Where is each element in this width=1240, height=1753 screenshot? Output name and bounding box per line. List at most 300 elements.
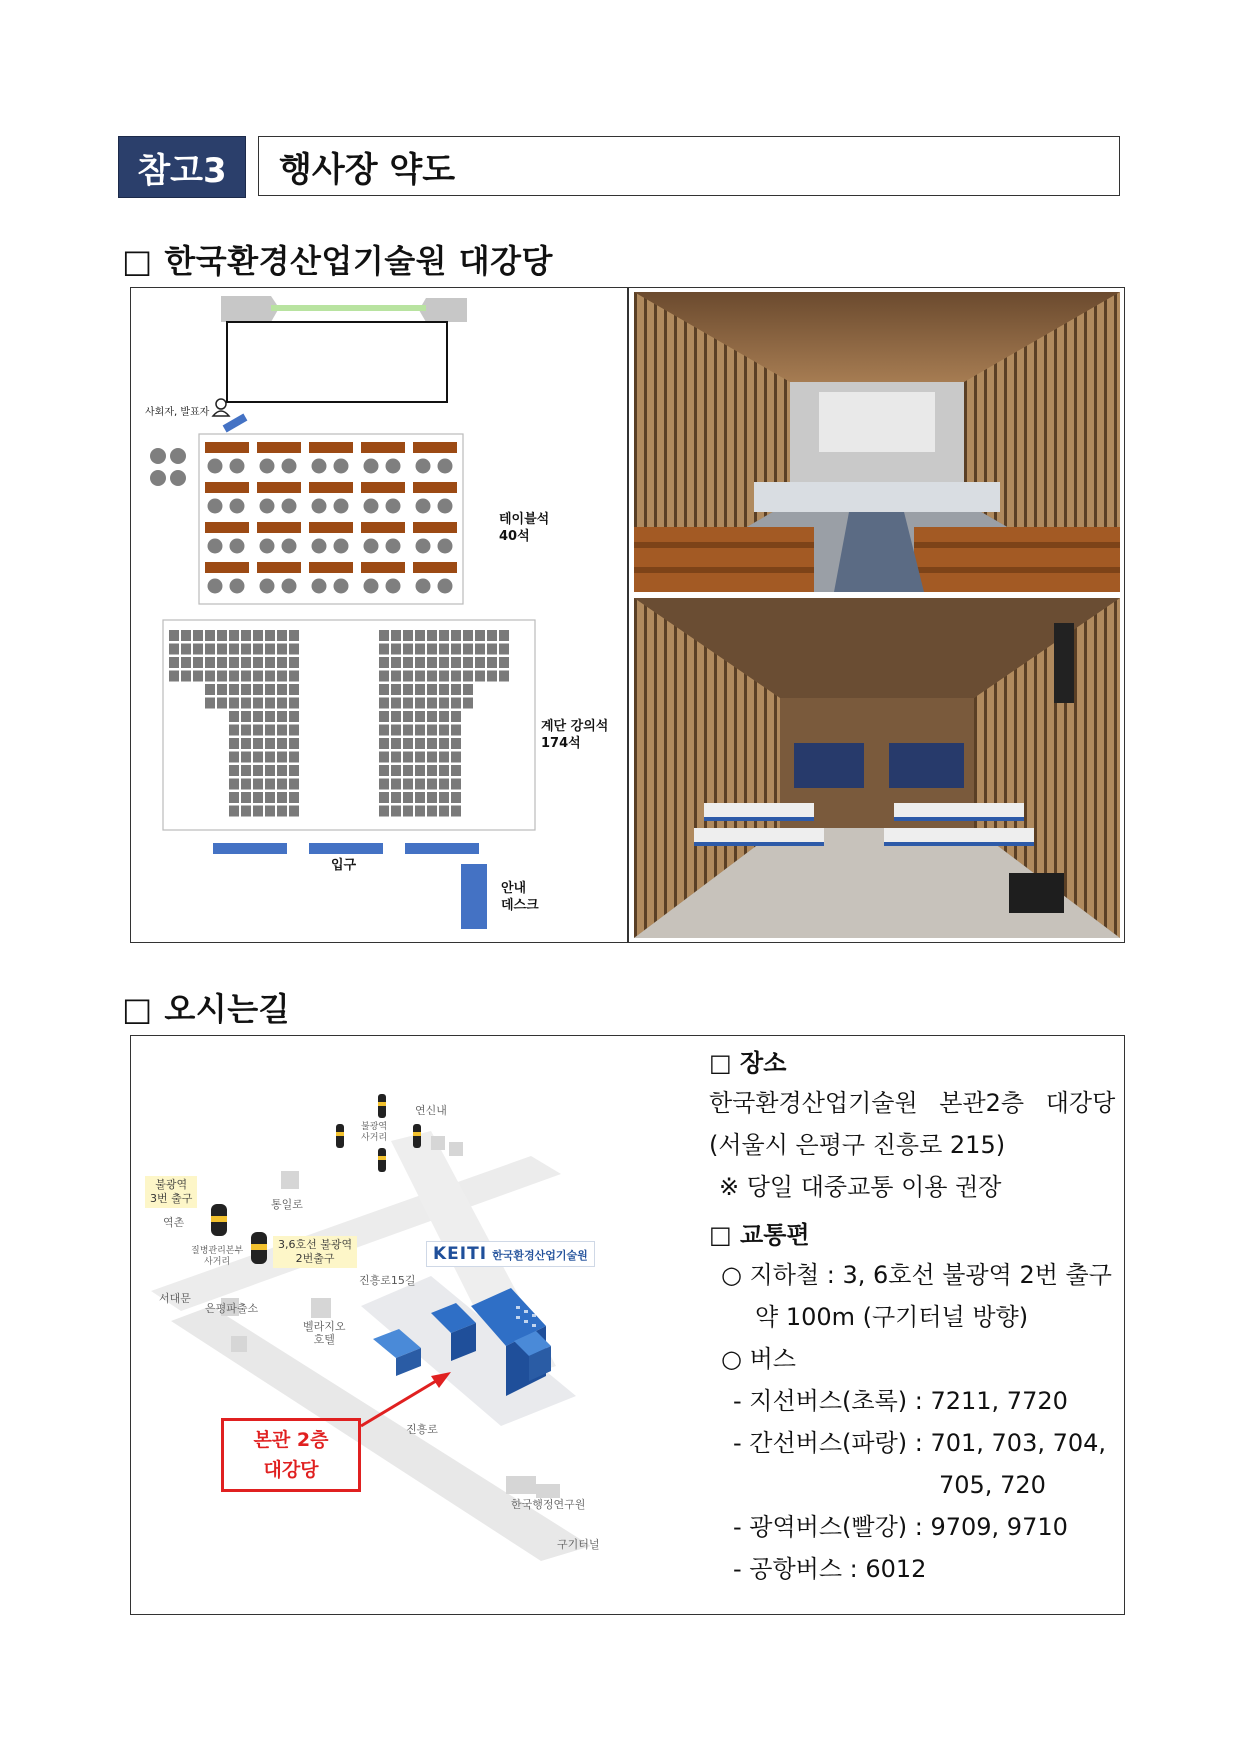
lecture-seat xyxy=(463,657,473,668)
lecture-seat xyxy=(169,657,179,668)
table xyxy=(413,522,457,533)
lecture-seat xyxy=(415,806,425,817)
table-chair xyxy=(260,499,275,514)
lecture-seat xyxy=(415,698,425,709)
lecture-seat xyxy=(253,630,263,641)
keiti-logo xyxy=(426,1241,595,1267)
lecture-seat xyxy=(439,765,449,776)
lecture-seat xyxy=(229,644,239,655)
table-chair xyxy=(230,499,245,514)
lecture-seat xyxy=(277,738,287,749)
lecture-seat xyxy=(181,671,191,682)
map-callout-exit2 xyxy=(273,1236,357,1268)
lecture-seat xyxy=(229,752,239,763)
bus-blue-1: - 간선버스(파랑) : 701, 703, 704, xyxy=(733,1429,1107,1457)
target-location-2: 대강당 xyxy=(263,1459,319,1481)
lecture-seat xyxy=(241,792,251,803)
table-chair xyxy=(438,459,453,474)
table-chair xyxy=(282,539,297,554)
lecture-seat xyxy=(475,644,485,655)
table xyxy=(309,562,353,573)
lecture-seat xyxy=(403,657,413,668)
lecture-seat xyxy=(229,698,239,709)
lecture-seat xyxy=(265,671,275,682)
page-title-text: 행사장 약도 xyxy=(279,149,456,190)
lecture-seat xyxy=(415,765,425,776)
lecture-seat xyxy=(289,792,299,803)
presenter-label: 사회자, 발표자 xyxy=(145,407,210,418)
lecture-seat xyxy=(391,698,401,709)
table xyxy=(361,442,405,453)
lecture-seat xyxy=(229,630,239,641)
lecture-seat xyxy=(439,725,449,736)
lecture-seat xyxy=(451,684,461,695)
table-seat-label xyxy=(499,511,549,545)
place-heading: □ 장소 xyxy=(709,1049,787,1077)
lecture-seat xyxy=(277,698,287,709)
lecture-seat xyxy=(253,779,263,790)
lecture-seat xyxy=(427,698,437,709)
map-label-yeonsinnae: 연신내 xyxy=(415,1104,447,1117)
lecture-seat xyxy=(439,657,449,668)
lecture-seat xyxy=(451,725,461,736)
lecture-seat xyxy=(451,792,461,803)
lecture-seat xyxy=(181,644,191,655)
bus-red: - 광역버스(빨강) : 9709, 9710 xyxy=(733,1513,1068,1541)
lecture-seat xyxy=(193,671,203,682)
lecture-seat xyxy=(439,752,449,763)
lecture-seat xyxy=(217,698,227,709)
lecture-seat xyxy=(277,684,287,695)
map-label-hotel-2: 호텔 xyxy=(313,1333,335,1346)
transit-heading: □ 교통편 xyxy=(709,1221,810,1249)
lecture-seat xyxy=(427,765,437,776)
entrance-bar xyxy=(309,843,383,854)
map-label-military-2: 사거리 xyxy=(204,1257,231,1267)
lecture-seat xyxy=(277,779,287,790)
lecture-seat xyxy=(379,792,389,803)
lecture-seat xyxy=(379,752,389,763)
lecture-seat xyxy=(415,752,425,763)
lecture-seat xyxy=(415,671,425,682)
lecture-seat xyxy=(217,671,227,682)
directions-heading: □ 오시는길 xyxy=(122,990,291,1028)
target-location-1: 본관 2층 xyxy=(253,1429,329,1451)
lecture-seat xyxy=(229,806,239,817)
table-chair xyxy=(260,539,275,554)
lecture-seat xyxy=(379,725,389,736)
subway-marker xyxy=(378,1148,386,1172)
lecture-seat xyxy=(427,711,437,722)
lecture-seat xyxy=(427,779,437,790)
lecture-seat xyxy=(289,725,299,736)
lecture-seat xyxy=(439,738,449,749)
map-callout-exit2-2: 2번출구 xyxy=(295,1252,335,1265)
place-line-2: (서울시 은평구 진흥로 215) xyxy=(709,1131,1006,1159)
lecture-seat xyxy=(403,711,413,722)
lecture-seat xyxy=(241,806,251,817)
map-label-hotel-1: 벨라지오 xyxy=(303,1320,346,1333)
lecture-seat xyxy=(403,792,413,803)
bus-green: - 지선버스(초록) : 7211, 7720 xyxy=(733,1387,1068,1415)
lecture-seat xyxy=(217,657,227,668)
lecture-seat xyxy=(403,752,413,763)
table xyxy=(309,442,353,453)
lecture-seat xyxy=(277,765,287,776)
lecture-seat xyxy=(205,684,215,695)
table xyxy=(309,482,353,493)
lecture-seat xyxy=(427,657,437,668)
table xyxy=(205,442,249,453)
lecture-seat xyxy=(439,779,449,790)
lecture-seat xyxy=(427,806,437,817)
lecture-seat xyxy=(265,725,275,736)
lecture-seat xyxy=(427,792,437,803)
entrance-bar xyxy=(405,843,479,854)
side-seat xyxy=(170,448,186,464)
map-label-seodaemun: 서대문 xyxy=(159,1292,191,1305)
table-chair xyxy=(416,459,431,474)
lecture-seat xyxy=(193,630,203,641)
table xyxy=(257,562,301,573)
lecture-seat xyxy=(253,657,263,668)
lecture-seat xyxy=(439,644,449,655)
lecture-seat xyxy=(277,752,287,763)
table-chair xyxy=(208,579,223,594)
lecture-seat xyxy=(451,657,461,668)
table-chair xyxy=(386,579,401,594)
lecture-seat xyxy=(439,792,449,803)
table-seats xyxy=(205,442,457,594)
lecture-seat xyxy=(463,698,473,709)
lecture-seat xyxy=(439,684,449,695)
lecture-seat xyxy=(427,752,437,763)
lecture-seat xyxy=(379,644,389,655)
lecture-seat xyxy=(451,806,461,817)
table-chair xyxy=(334,499,349,514)
lecture-seat xyxy=(277,630,287,641)
lecture-seat xyxy=(451,671,461,682)
table-chair xyxy=(334,539,349,554)
table-chair xyxy=(386,539,401,554)
lecture-seat xyxy=(265,711,275,722)
table-chair xyxy=(312,579,327,594)
map-label-hotel xyxy=(303,1320,346,1346)
table-chair xyxy=(416,499,431,514)
lecture-seat xyxy=(403,630,413,641)
table-chair xyxy=(208,499,223,514)
lecture-seat xyxy=(463,684,473,695)
location-map xyxy=(131,1036,676,1614)
table-chair xyxy=(438,539,453,554)
lecture-seat xyxy=(289,779,299,790)
map-label-gugi: 구기터널 xyxy=(557,1538,600,1551)
map-label-military-1: 질병관리본부 xyxy=(191,1246,244,1256)
lecture-seat xyxy=(265,792,275,803)
lecture-seat xyxy=(403,806,413,817)
lecture-seat xyxy=(241,765,251,776)
map-label-institute: 한국행정연구원 xyxy=(511,1498,586,1511)
lecture-seat xyxy=(205,671,215,682)
table-chair xyxy=(334,579,349,594)
table-seat-label-1: 테이블석 xyxy=(499,512,550,527)
subway-marker xyxy=(413,1124,421,1148)
bus-blue-2: 705, 720 xyxy=(939,1471,1046,1499)
lecture-seat xyxy=(415,657,425,668)
lecture-seat xyxy=(265,752,275,763)
lecture-seat xyxy=(265,657,275,668)
desk-label xyxy=(501,880,539,914)
lecture-seat xyxy=(193,657,203,668)
lecture-seat xyxy=(451,644,461,655)
target-location-box xyxy=(221,1418,361,1492)
place-note: ※ 당일 대중교통 이용 권장 xyxy=(719,1173,1002,1201)
lecture-seat xyxy=(427,630,437,641)
lecture-seat xyxy=(391,630,401,641)
lecture-seat xyxy=(487,644,497,655)
map-label-jinheungro: 진흥로 xyxy=(406,1423,438,1436)
lecture-seat xyxy=(289,698,299,709)
lecture-seat xyxy=(391,806,401,817)
map-label-police: 은평파출소 xyxy=(205,1302,259,1315)
lecture-seat xyxy=(391,752,401,763)
lecture-seat xyxy=(451,698,461,709)
lecture-seat xyxy=(253,752,263,763)
lecture-seat xyxy=(415,644,425,655)
lecture-seat xyxy=(289,765,299,776)
lecture-seat xyxy=(277,671,287,682)
table-chair xyxy=(312,459,327,474)
lecture-seat xyxy=(217,644,227,655)
lecture-seat xyxy=(415,792,425,803)
reference-tag: 참고3 xyxy=(118,136,246,198)
map-label-jinheung15: 진흥로15길 xyxy=(359,1274,416,1287)
lecture-seat xyxy=(241,738,251,749)
lecture-seat xyxy=(391,657,401,668)
map-callout-exit3 xyxy=(145,1176,197,1208)
subway-line-2: 약 100m (구기터널 방향) xyxy=(755,1303,1029,1331)
lecture-seat xyxy=(499,657,509,668)
lecture-seat xyxy=(217,630,227,641)
table-chair xyxy=(386,499,401,514)
lecture-seat xyxy=(439,711,449,722)
lecture-seat xyxy=(427,725,437,736)
lecture-seat xyxy=(403,698,413,709)
place-line-1: 한국환경산업기술원 본관2층 대강당 xyxy=(709,1089,1116,1117)
lecture-seat xyxy=(241,671,251,682)
lecture-seat xyxy=(241,698,251,709)
lecture-seat-label-2: 174석 xyxy=(541,736,581,751)
lecture-seat xyxy=(265,698,275,709)
lecture-seat xyxy=(379,765,389,776)
lecture-seat xyxy=(487,657,497,668)
lecture-seat xyxy=(415,779,425,790)
lecture-seat-label xyxy=(541,718,608,752)
lecture-seat xyxy=(379,684,389,695)
lecture-seat xyxy=(451,752,461,763)
lecture-seat xyxy=(451,711,461,722)
table xyxy=(257,482,301,493)
desk-label-2: 데스크 xyxy=(501,898,539,913)
lecture-seat xyxy=(439,671,449,682)
table-chair xyxy=(260,579,275,594)
lecture-seat xyxy=(241,630,251,641)
lecture-seat xyxy=(169,644,179,655)
stage-left-block xyxy=(221,296,279,322)
lecture-seat xyxy=(253,698,263,709)
table xyxy=(257,522,301,533)
lecture-seat xyxy=(289,657,299,668)
table-chair xyxy=(438,499,453,514)
lecture-seat xyxy=(403,671,413,682)
lecture-seat xyxy=(427,671,437,682)
table-chair xyxy=(282,579,297,594)
lecture-seat xyxy=(253,671,263,682)
lecture-seat xyxy=(403,684,413,695)
table-chair xyxy=(260,459,275,474)
lecture-seat xyxy=(205,630,215,641)
lecture-seat xyxy=(451,630,461,641)
lecture-seat xyxy=(253,711,263,722)
lecture-seat xyxy=(379,738,389,749)
table xyxy=(361,562,405,573)
table-chair xyxy=(282,499,297,514)
subway-marker xyxy=(211,1204,227,1236)
lecture-seat xyxy=(391,711,401,722)
lecture-seat xyxy=(289,644,299,655)
subway-marker xyxy=(251,1232,267,1264)
lecture-seat xyxy=(241,711,251,722)
hall-photo-rear xyxy=(634,598,1120,938)
lecture-seat xyxy=(379,698,389,709)
lecture-seat xyxy=(205,657,215,668)
entrance-label: 입구 xyxy=(331,858,357,873)
lecture-seat xyxy=(463,671,473,682)
side-seat xyxy=(170,470,186,486)
lecture-seats xyxy=(169,630,509,817)
map-label-tongil: 통일로 xyxy=(271,1198,303,1211)
lecture-seat xyxy=(463,644,473,655)
hall-divider xyxy=(627,288,629,942)
side-seat xyxy=(150,470,166,486)
map-label-military xyxy=(191,1246,243,1268)
lecture-seat xyxy=(289,630,299,641)
lecture-seat xyxy=(253,792,263,803)
map-callout-exit3-1: 불광역 xyxy=(155,1178,188,1191)
lecture-seat xyxy=(451,738,461,749)
lecture-seat xyxy=(277,711,287,722)
lecture-seat xyxy=(229,725,239,736)
table-chair xyxy=(230,539,245,554)
lecture-seat xyxy=(499,630,509,641)
lecture-seat xyxy=(289,806,299,817)
lecture-seat xyxy=(487,630,497,641)
lecture-seat xyxy=(229,779,239,790)
table-chair xyxy=(416,539,431,554)
table xyxy=(361,522,405,533)
lecture-seat xyxy=(391,792,401,803)
lecture-seat xyxy=(439,630,449,641)
page-title xyxy=(258,136,1120,196)
lecture-seat xyxy=(229,711,239,722)
lecture-seat xyxy=(229,671,239,682)
lecture-seat xyxy=(391,765,401,776)
seat-map xyxy=(131,288,627,942)
table-chair xyxy=(416,579,431,594)
lecture-seat xyxy=(427,684,437,695)
lecture-seat xyxy=(391,671,401,682)
lecture-seat xyxy=(205,698,215,709)
table xyxy=(309,522,353,533)
lecture-seat xyxy=(379,779,389,790)
map-label-yeokchon: 역촌 xyxy=(163,1216,185,1229)
lecture-seat xyxy=(169,671,179,682)
table xyxy=(205,562,249,573)
stage-outline xyxy=(227,322,447,402)
keiti-logo-mark: KEITI xyxy=(433,1244,488,1264)
lecture-seat xyxy=(229,738,239,749)
seat-map-drawing xyxy=(131,288,627,942)
lecture-seat xyxy=(379,657,389,668)
lecture-seat xyxy=(463,630,473,641)
side-seat xyxy=(150,448,166,464)
keiti-logo-name: 한국환경산업기술원 xyxy=(492,1249,588,1262)
lecture-seat xyxy=(253,806,263,817)
lecture-seat xyxy=(403,779,413,790)
table-chair xyxy=(230,459,245,474)
table xyxy=(205,482,249,493)
stage-screen xyxy=(271,305,426,311)
table xyxy=(413,442,457,453)
lecture-seat xyxy=(193,644,203,655)
lecture-seat xyxy=(265,684,275,695)
lecture-seat xyxy=(265,738,275,749)
lecture-seat xyxy=(253,738,263,749)
lecture-seat xyxy=(487,671,497,682)
table-chair xyxy=(312,539,327,554)
lecture-seat xyxy=(475,630,485,641)
lecture-seat xyxy=(229,684,239,695)
table-chair xyxy=(364,539,379,554)
map-label-bulgwang-cross-1: 불광역 xyxy=(361,1122,388,1132)
lecture-seat xyxy=(415,630,425,641)
lecture-seat xyxy=(391,779,401,790)
lecture-seat xyxy=(403,725,413,736)
lecture-seat xyxy=(241,725,251,736)
lecture-seat xyxy=(253,644,263,655)
lecture-seat xyxy=(253,725,263,736)
table-chair xyxy=(312,499,327,514)
table-seat-label-2: 40석 xyxy=(499,529,530,544)
map-callout-exit2-1: 3,6호선 불광역 xyxy=(278,1238,353,1251)
table-chair xyxy=(230,579,245,594)
directions-frame xyxy=(130,1035,1125,1615)
lecture-seat xyxy=(277,806,287,817)
lecture-seat xyxy=(403,644,413,655)
lecture-seat xyxy=(229,792,239,803)
lecture-seat xyxy=(499,644,509,655)
table-chair xyxy=(208,539,223,554)
table xyxy=(257,442,301,453)
lecture-seat xyxy=(253,684,263,695)
lecture-seat xyxy=(277,657,287,668)
lecture-seat xyxy=(427,738,437,749)
lecture-seat xyxy=(427,644,437,655)
map-callout-exit3-2: 3번 출구 xyxy=(150,1192,193,1205)
bus-heading: ○ 버스 xyxy=(721,1345,796,1373)
lecture-seat xyxy=(229,657,239,668)
lecture-seat xyxy=(277,725,287,736)
